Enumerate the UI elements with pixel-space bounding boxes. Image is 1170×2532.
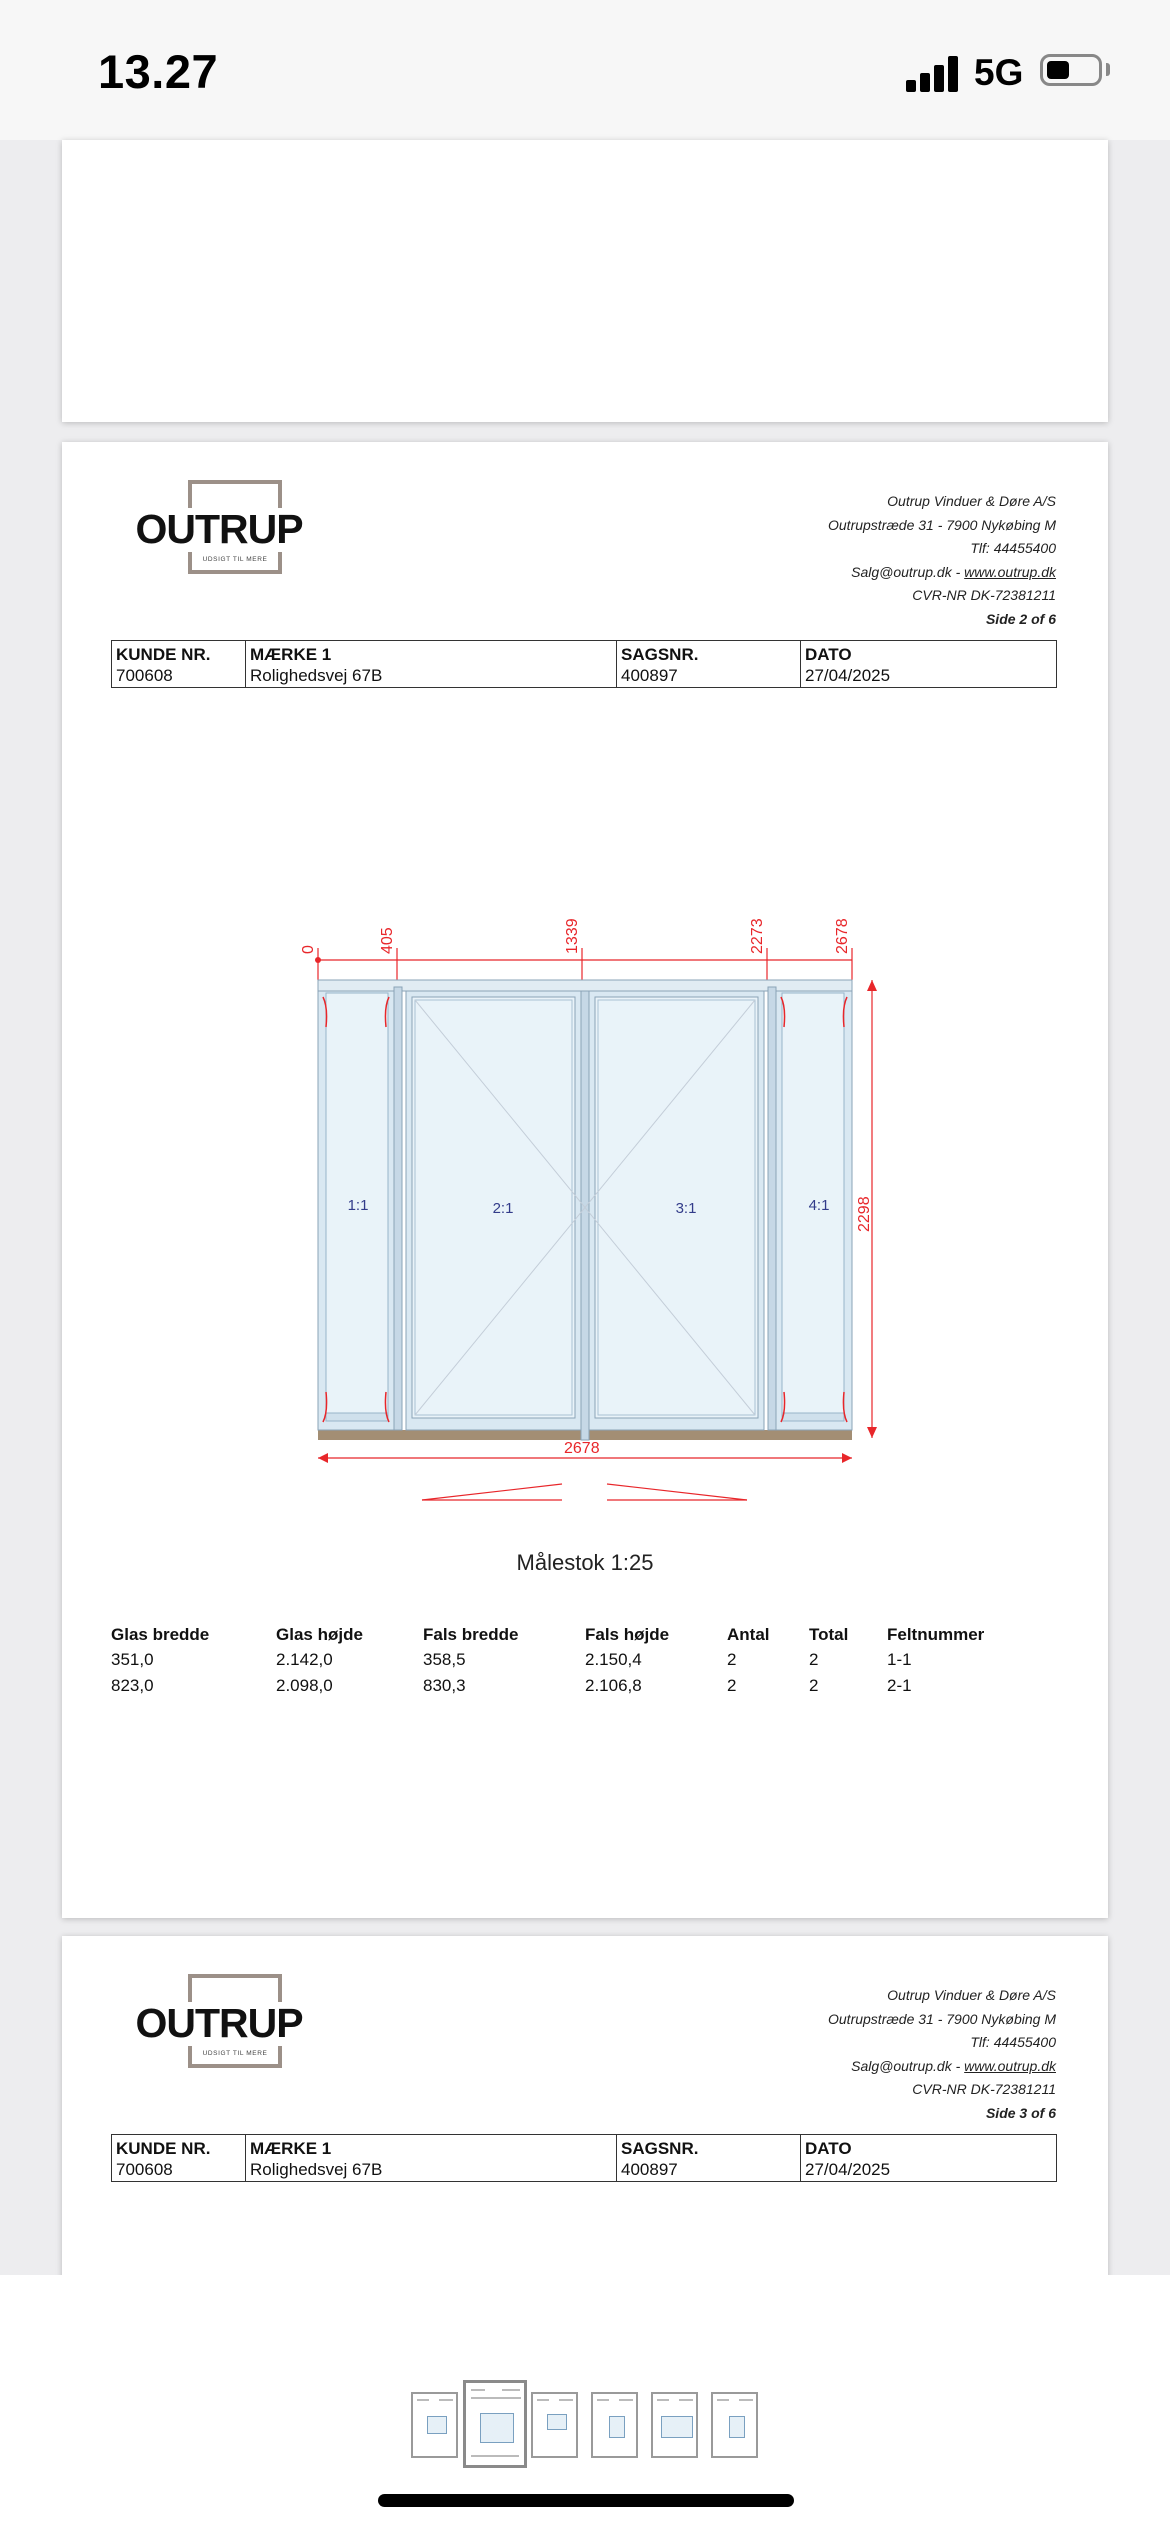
- header-sagsnr: SAGSNR.: [621, 645, 699, 664]
- company-cvr: CVR-NR DK-72381211: [912, 2081, 1056, 2098]
- field-label-1: 1:1: [347, 1197, 369, 1214]
- value-sagsnr: 400897: [621, 666, 678, 685]
- dim-mark-0: 0: [300, 945, 317, 954]
- dim-mark-2273: 2273: [749, 918, 766, 954]
- status-time: 13.27: [98, 45, 219, 98]
- value-maerke: Rolighedsvej 67B: [250, 666, 383, 685]
- status-bar: [0, 0, 1170, 140]
- table-row: 351,0 2.142,0 358,5 2.150,4 2 2 1-1: [111, 1650, 912, 1669]
- company-info: Outrup Vinduer & Døre A/S Outrupstræde 31 - 7900 Nykøbing M Tlf: 44455400 Salg@outrup.dk - www.outrup.dk CVR-NR DK-72381211 Side 2 of 6: [656, 490, 1056, 632]
- scale-label: Målestok 1:25: [516, 1550, 654, 1575]
- company-name: Outrup Vinduer & Døre A/S: [887, 493, 1056, 509]
- col-antal: Antal: [727, 1624, 770, 1644]
- pdf-page-1: [62, 140, 1108, 422]
- company-name: Outrup Vinduer & Døre A/S: [887, 1987, 1056, 2003]
- company-email[interactable]: Salg@outrup.dk: [851, 563, 952, 580]
- col-glas-hoejde: Glas højde: [276, 1624, 363, 1644]
- table-row: 823,0 2.098,0 830,3 2.106,8 2 2 2-1: [111, 1676, 912, 1695]
- header-dato: DATO: [805, 645, 852, 664]
- company-phone: Tlf: 44455400: [970, 540, 1056, 557]
- pdf-viewer[interactable]: [0, 140, 1170, 2275]
- page-thumbnail[interactable]: [651, 2392, 698, 2458]
- home-indicator[interactable]: [378, 2494, 794, 2507]
- col-glas-bredde: Glas bredde: [111, 1624, 210, 1644]
- cellular-signal-icon: [906, 54, 960, 92]
- battery-icon: [1040, 54, 1102, 86]
- page-thumbnail[interactable]: [591, 2392, 638, 2458]
- page-thumbnail-selected[interactable]: [463, 2380, 527, 2468]
- col-fals-bredde: Fals bredde: [423, 1624, 519, 1644]
- col-feltnummer: Feltnummer: [887, 1624, 985, 1644]
- battery-cap: [1106, 63, 1110, 76]
- company-address: Outrupstræde 31 - 7900 Nykøbing M: [828, 2010, 1056, 2027]
- col-fals-hoejde: Fals højde: [585, 1624, 670, 1644]
- company-website-link[interactable]: www.outrup.dk: [964, 563, 1056, 580]
- company-email[interactable]: Salg@outrup.dk: [851, 2057, 952, 2074]
- dim-mark-405: 405: [379, 927, 396, 954]
- field-label-3: 3:1: [675, 1200, 697, 1217]
- window-elevation-drawing: [62, 442, 1108, 1542]
- glass-dimension-table: [111, 1622, 1007, 1699]
- company-website-link[interactable]: www.outrup.dk: [964, 2057, 1056, 2074]
- order-info-table: KUNDE NR. 700608 MÆRKE 1 Rolighedsvej 67B SAGSNR. 400897 DATO 27/04/2025: [111, 2134, 1057, 2182]
- dim-total-width: 2678: [564, 1440, 600, 1457]
- outrup-logo: OUTRUP UDSIGT TIL MERE: [134, 480, 304, 580]
- col-total: Total: [809, 1624, 849, 1644]
- value-dato: 27/04/2025: [805, 666, 891, 685]
- page-side-label: Side 3 of 6: [985, 2104, 1056, 2121]
- network-type: 5G: [974, 52, 1024, 93]
- company-info: Outrup Vinduer & Døre A/S Outrupstræde 31 - 7900 Nykøbing M Tlf: 44455400 Salg@outrup.dk - www.outrup.dk CVR-NR DK-72381211 Side 3 of 6: [656, 1984, 1056, 2126]
- page-thumbnail[interactable]: [531, 2392, 578, 2458]
- page-thumbnail[interactable]: [711, 2392, 758, 2458]
- company-phone: Tlf: 44455400: [970, 2034, 1056, 2051]
- field-label-4: 4:1: [808, 1197, 830, 1214]
- company-address: Outrupstræde 31 - 7900 Nykøbing M: [828, 516, 1056, 533]
- dim-mark-2678: 2678: [834, 918, 851, 954]
- header-maerke: MÆRKE 1: [250, 645, 332, 664]
- dim-mark-1339: 1339: [564, 918, 581, 954]
- page-thumbnail[interactable]: [411, 2392, 458, 2458]
- outrup-logo: OUTRUP UDSIGT TIL MERE: [134, 1974, 304, 2074]
- header-kunde-nr: KUNDE NR.: [116, 645, 211, 664]
- dim-total-height: 2298: [856, 1196, 873, 1232]
- page-side-label: Side 2 of 6: [985, 610, 1056, 627]
- field-label-2: 2:1: [492, 1200, 514, 1217]
- value-kunde-nr: 700608: [116, 666, 173, 685]
- company-cvr: CVR-NR DK-72381211: [912, 587, 1056, 604]
- pdf-page-2: [62, 442, 1108, 1918]
